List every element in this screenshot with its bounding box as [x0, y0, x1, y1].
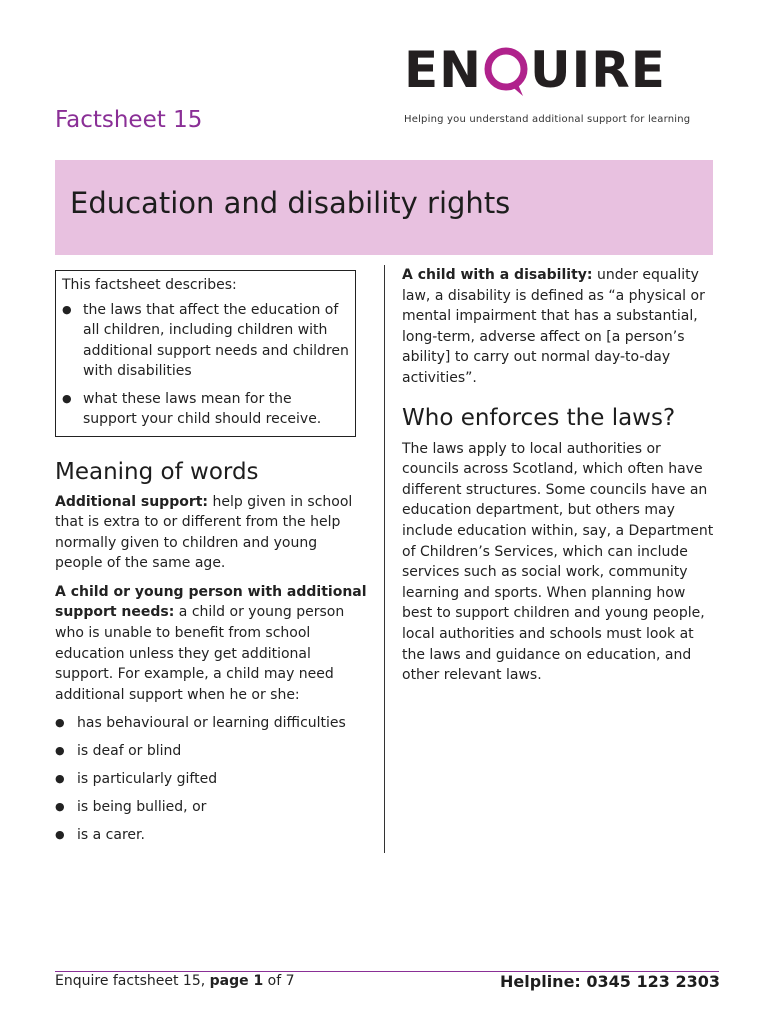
asn-paragraph	[55, 582, 367, 706]
footer-suffix: of 7	[263, 973, 295, 989]
title-band	[55, 160, 713, 255]
factsheet-label: Factsheet 15	[55, 107, 203, 133]
asn-term: A child or young person with additional support needs:	[55, 583, 367, 621]
additional-support-paragraph	[55, 492, 367, 574]
right-column	[402, 265, 714, 686]
footer-page-info	[55, 973, 295, 989]
logo-tagline: Helping you understand additional support for learning	[404, 114, 691, 125]
logo-letters-before: EN	[404, 41, 483, 99]
additional-support-text: help given in school that is extra to or different from the help normally given to children and young people of the same age.	[55, 493, 353, 572]
list-item: ● is deaf or blind	[55, 741, 367, 761]
description-item: ● the laws that affect the education of all children, including children with additional support needs and children with disabilities	[62, 300, 349, 382]
helpline: Helpline: 0345 123 2303	[500, 972, 720, 991]
asn-text: a child or young person who is unable to benefit from school education unless they get additional support. For example, a child may need additional support when he or she:	[55, 604, 345, 703]
list-item: ● is being bullied, or	[55, 797, 367, 817]
footer-page-label: page 1	[209, 973, 264, 989]
meaning-heading: Meaning of words	[55, 458, 259, 485]
enforces-paragraph: The laws apply to local authorities or councils across Scotland, which often have different structures. Some councils have an education department, but others may include education within, say, a Department of Children’s Services, which can include services such as social work, community learning and sports. When planning how best to support children and young people, local authorities and schools must look at the laws and guidance on education, and other relevant laws.	[402, 440, 714, 684]
disability-text: under equality law, a disability is defined as “a physical or mental impairment that has a substantial, long-term, adverse affect on [a person’s ability] to carry out normal day-to-day activities”.	[402, 267, 705, 386]
column-divider	[384, 265, 385, 853]
disability-term: A child with a disability:	[402, 267, 593, 283]
description-intro: This factsheet describes:	[62, 277, 237, 293]
description-box	[55, 270, 356, 437]
enquire-logo	[404, 40, 704, 125]
logo-q-speech-bubble-icon	[483, 44, 529, 96]
list-item: ● is a carer.	[55, 825, 367, 845]
list-item: ● has behavioural or learning difficulties	[55, 713, 367, 733]
footer-prefix: Enquire factsheet 15,	[55, 973, 210, 989]
asn-examples-list	[55, 713, 367, 845]
description-list	[62, 300, 349, 430]
disability-paragraph	[402, 265, 714, 389]
list-item: ● is particularly gifted	[55, 769, 367, 789]
left-column	[55, 270, 367, 853]
page-title: Education and disability rights	[70, 186, 511, 220]
enforces-heading: Who enforces the laws?	[402, 404, 676, 431]
logo-wordmark	[404, 40, 704, 100]
additional-support-term: Additional support:	[55, 493, 209, 510]
description-item: ● what these laws mean for the support your child should receive.	[62, 389, 349, 430]
logo-letters-after: UIRE	[530, 41, 666, 99]
